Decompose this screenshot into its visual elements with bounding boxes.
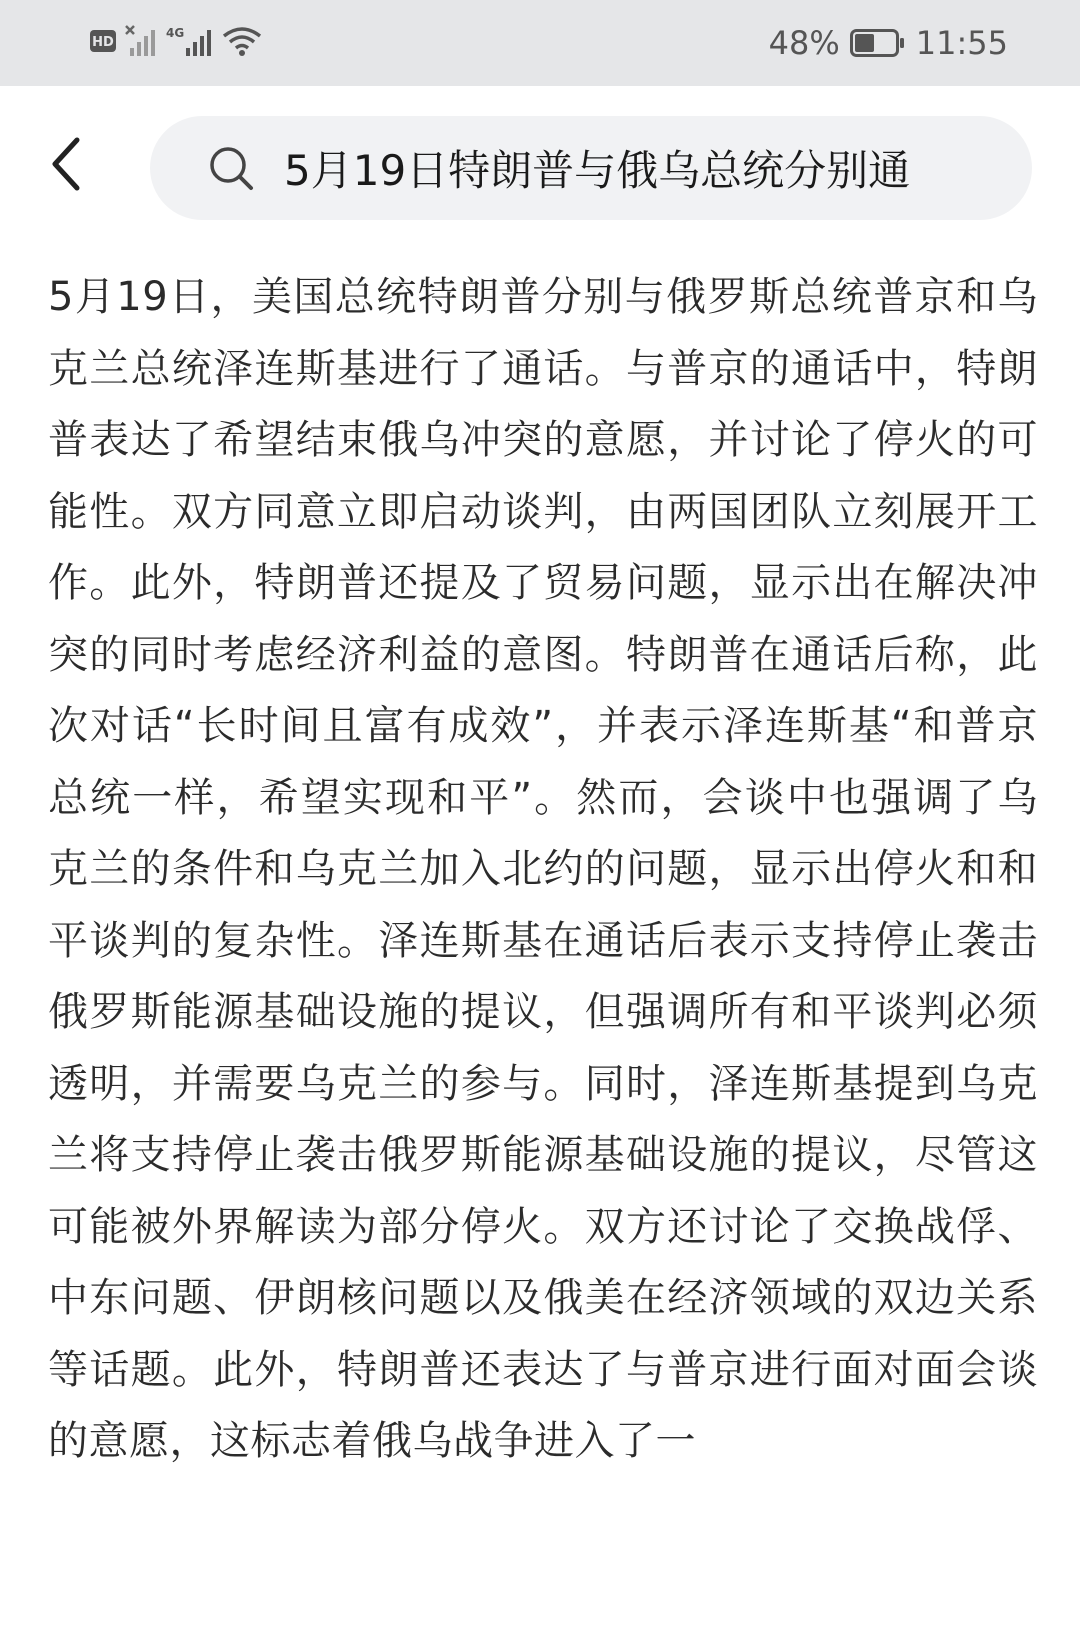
search-icon	[206, 143, 256, 193]
status-right	[769, 22, 1008, 64]
article-body: 5月19日，美国总统特朗普分别与俄罗斯总统普京和乌克兰总统泽连斯基进行了通话。与普京的通话中，特朗普表达了希望结束俄乌冲突的意愿，并讨论了停火的可能性。双方同意立即启动谈判，由两国团队立刻展开工作。此外，特朗普还提及了贸易问题，显示出在解决冲突的同时考虑经济利益的意图。特朗普在通话后称，此次对话“长时间且富有成效”，并表示泽连斯基“和普京总统一样，希望实现和平”。然而，会谈中也强调了乌克兰的条件和乌克兰加入北约的问题，显示出停火和和平谈判的复杂性。泽连斯基在通话后表示支持停止袭击俄罗斯能源基础设施的提议，但强调所有和平谈判必须透明，并需要乌克兰的参与。同时，泽连斯基提到乌克兰将支持停止袭击俄罗斯能源基础设施的提议，尽管这可能被外界解读为部分停火。双方还讨论了交换战俘、中东问题、伊朗核问题以及俄美在经济领域的双边关系等话题。此外，特朗普还表达了与普京进行面对面会谈的意愿，这标志着俄乌战争进入了一	[48, 274, 1038, 1464]
battery-percent: 48%	[768, 24, 840, 62]
signal-4g-icon	[166, 24, 214, 62]
search-input[interactable]	[150, 116, 1032, 220]
status-left-icons	[90, 22, 262, 64]
status-bar	[0, 0, 1080, 86]
battery-icon	[850, 29, 906, 57]
hd-icon	[90, 30, 116, 56]
back-button[interactable]	[36, 126, 96, 206]
search-query-text: 5月19日特朗普与俄乌总统分别通	[284, 146, 911, 195]
wifi-icon	[222, 24, 262, 62]
network-type-label: 4G	[166, 26, 185, 40]
signal-no-service-icon	[124, 24, 158, 62]
chevron-left-icon	[49, 136, 83, 196]
status-time: 11:55	[915, 24, 1008, 62]
svg-text:HD: HD	[92, 35, 114, 50]
search-header	[0, 86, 1080, 246]
